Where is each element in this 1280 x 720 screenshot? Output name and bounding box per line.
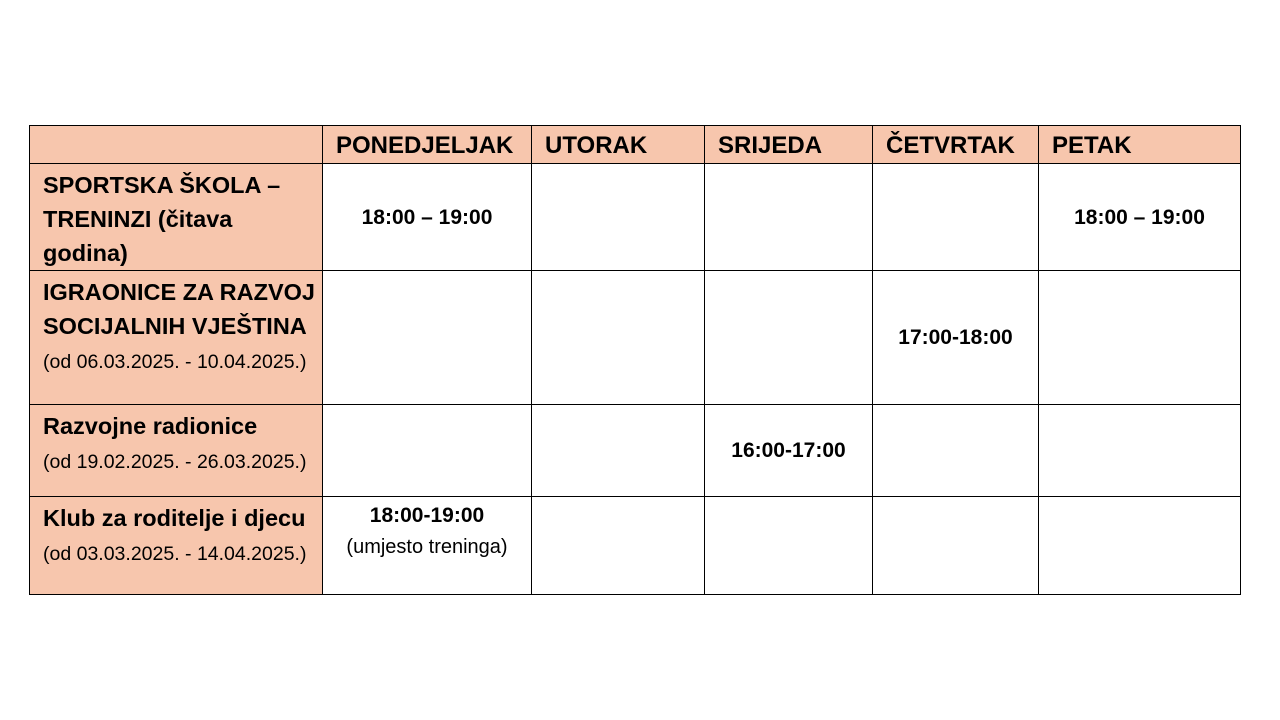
row-header-sports-school: [30, 164, 323, 271]
schedule-cell-wednesday: [705, 497, 873, 595]
row-subtitle: (od 06.03.2025. - 10.04.2025.): [43, 351, 307, 373]
table-row: [30, 164, 1241, 271]
row-header-parents-club: [30, 497, 323, 595]
schedule-cell-tuesday: [532, 497, 705, 595]
header-row: [30, 126, 1241, 164]
schedule-cell-wednesday: 16:00-17:00: [705, 405, 873, 497]
day-header-thursday: ČETVRTAK: [873, 126, 1039, 164]
weekly-schedule-table: [29, 125, 1241, 595]
row-subtitle: (od 19.02.2025. - 26.03.2025.): [43, 451, 307, 473]
row-title: IGRAONICE ZA RAZVOJ SOCIJALNIH VJEŠTINA: [43, 279, 316, 339]
day-header-monday: PONEDJELJAK: [323, 126, 532, 164]
row-title: Razvojne radionice: [43, 413, 258, 439]
schedule-cell-thursday: 17:00-18:00: [873, 271, 1039, 405]
schedule-cell-wednesday: [705, 271, 873, 405]
table-row: [30, 271, 1241, 405]
schedule-cell-friday: [1039, 497, 1241, 595]
schedule-cell-monday: [323, 271, 532, 405]
day-header-friday: PETAK: [1039, 126, 1241, 164]
schedule-cell-thursday: [873, 164, 1039, 271]
schedule-cell-tuesday: [532, 405, 705, 497]
day-header-tuesday: UTORAK: [532, 126, 705, 164]
row-header-development-workshops: [30, 405, 323, 497]
table-row: [30, 405, 1241, 497]
schedule-cell-monday: [323, 497, 532, 595]
schedule-time: 18:00-19:00: [369, 504, 485, 527]
row-title: Klub za roditelje i djecu: [43, 505, 306, 531]
schedule-cell-friday: [1039, 271, 1241, 405]
schedule-cell-tuesday: [532, 271, 705, 405]
row-header-social-skills: [30, 271, 323, 405]
schedule-cell-thursday: [873, 497, 1039, 595]
row-title: SPORTSKA ŠKOLA – TRENINZI (čitava godina): [43, 172, 281, 266]
schedule-note: (umjesto treninga): [346, 536, 508, 558]
header-corner-cell: [30, 126, 323, 164]
day-header-wednesday: SRIJEDA: [705, 126, 873, 164]
schedule-cell-friday: 18:00 – 19:00: [1039, 164, 1241, 271]
schedule-cell-monday: [323, 405, 532, 497]
schedule-cell-thursday: [873, 405, 1039, 497]
schedule-cell-friday: [1039, 405, 1241, 497]
row-subtitle: (od 03.03.2025. - 14.04.2025.): [43, 543, 307, 565]
schedule-cell-monday: 18:00 – 19:00: [323, 164, 532, 271]
schedule-cell-wednesday: [705, 164, 873, 271]
table-row: [30, 497, 1241, 595]
schedule-cell-tuesday: [532, 164, 705, 271]
